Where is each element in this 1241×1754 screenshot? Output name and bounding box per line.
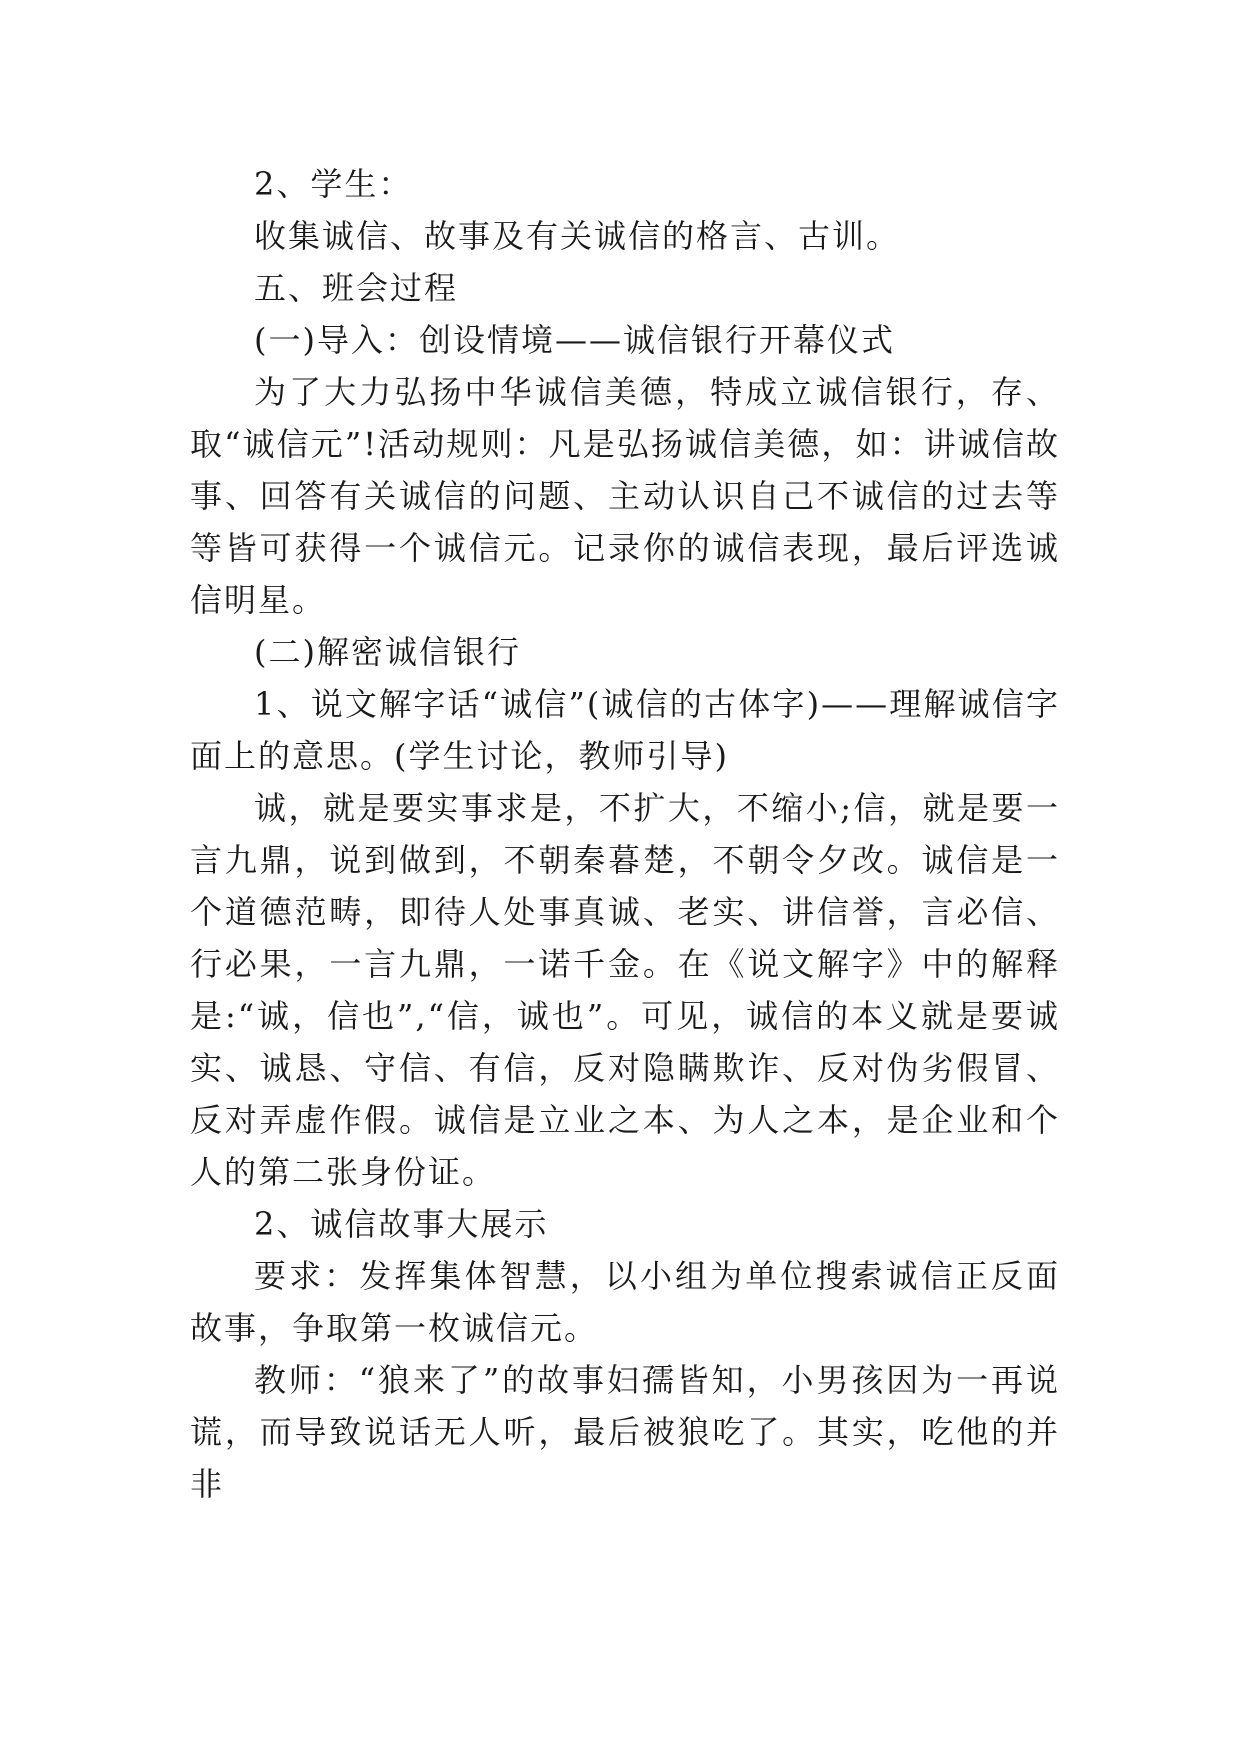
paragraph-word-meaning: 1、说文解字话“诚信”(诚信的古体字)——理解诚信字面上的意思。(学生讨论，教师引导) xyxy=(190,685,1060,775)
paragraph-student-prep-heading: 2、学生： xyxy=(254,165,413,203)
paragraph-teacher-story: 教师：“狼来了”的故事妇孺皆知，小男孩因为一再说谎，而导致说话无人听，最后被狼吃了。其实，吃他的并非 xyxy=(190,1361,1060,1503)
paragraph-collect-materials: 收集诚信、故事及有关诚信的格言、古训。 xyxy=(254,217,901,255)
paragraph-bank-rules: 为了大力弘扬中华诚信美德，特成立诚信银行，存、取“诚信元”!活动规则：凡是弘扬诚信美德，如：讲诚信故事、回答有关诚信的问题、主动认识自己不诚信的过去等等皆可获得一个诚信元。记录你的诚信表现，最后评选诚信明星。 xyxy=(190,373,1060,619)
paragraph-requirements: 要求：发挥集体智慧，以小组为单位搜索诚信正反面故事，争取第一枚诚信元。 xyxy=(190,1257,1060,1347)
paragraph-integrity-definition: 诚，就是要实事求是，不扩大，不缩小;信，就是要一言九鼎，说到做到，不朝秦暮楚，不朝令夕改。诚信是一个道德范畴，即待人处事真诚、老实、讲信誉，言必信、行必果，一言九鼎，一诺千金。在《说文解字》中的解释是:“诚，信也”,“信，诚也”。可见，诚信的本义就是要诚实、诚恳、守信、有信，反对隐瞒欺诈、反对伪劣假冒、反对弄虚作假。诚信是立业之本、为人之本，是企业和个人的第二张身份证。 xyxy=(190,789,1060,1191)
paragraph-section-heading-process: 五、班会过程 xyxy=(254,269,459,307)
document-body xyxy=(190,158,1060,1510)
paragraph-stories-heading: 2、诚信故事大展示 xyxy=(254,1205,549,1243)
paragraph-decode-bank-heading: (二)解密诚信银行 xyxy=(254,633,521,671)
paragraph-intro-heading: (一)导入：创设情境——诚信银行开幕仪式 xyxy=(254,321,895,359)
